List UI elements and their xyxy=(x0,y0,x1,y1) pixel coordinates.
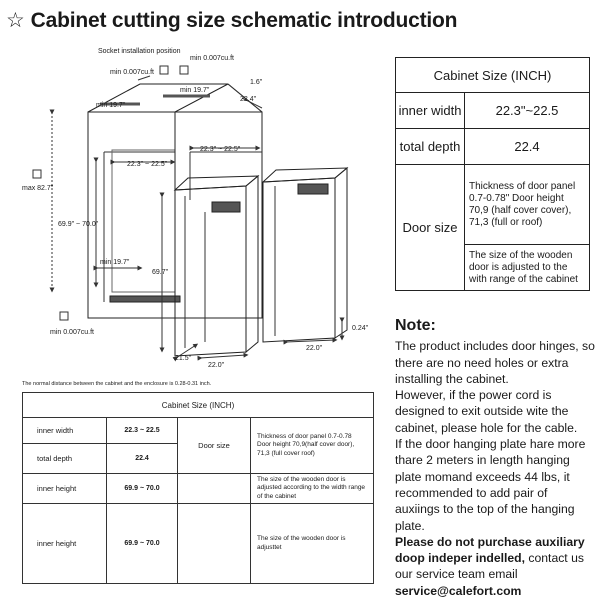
inner-width-label: inner width xyxy=(396,93,465,129)
max-height: max 82.7" xyxy=(22,185,54,192)
dim-22-0-right: 22.0" xyxy=(306,345,323,352)
refrigerator-unit-right xyxy=(263,168,347,342)
bt-inner-height-label-2: inner height xyxy=(23,504,107,584)
min-cuft-left: min 0.007cu.ft xyxy=(110,69,154,76)
note-p4-bold: Please do not purchase auxiliary doop indeper indelled, xyxy=(395,534,585,566)
refrigerator-unit-left xyxy=(162,176,258,356)
bt-inner-width-label: inner width xyxy=(23,418,107,444)
bt-door-size-label: Door size xyxy=(178,418,251,474)
note-p2: However, if the power cord is designed to exit outside wite the cabinet, please hole for the cable. xyxy=(395,388,578,435)
note-p3: If the door hanging plate hare more thare 2 meters in length hanging plate momand exceeds 44 lbs, it recommended to add pair of auxiings to the top of the hanging plate. xyxy=(395,437,586,533)
right-cabinet-outline xyxy=(175,84,262,318)
title-text: Cabinet cutting size schematic introduction xyxy=(30,9,458,32)
bt-total-depth-value: 22.4 xyxy=(107,444,178,474)
note-p1: The product includes door hinges, so there are no need holes or extra installing the cabinet. xyxy=(395,339,595,386)
table-header: Cabinet Size (INCH) xyxy=(396,58,590,93)
total-depth-value: 22.4 xyxy=(465,129,590,165)
min-19-7-left: min 19.7" xyxy=(96,102,126,109)
inner-width-value: 22.3"~22.5 xyxy=(465,93,590,129)
cabinet-diagram xyxy=(0,40,395,385)
min-19-7-right: min 19.7" xyxy=(180,87,210,94)
bt-inner-height-value-2: 69.9 ~ 70.0 xyxy=(107,504,178,584)
distance-note: The normal distance between the cabinet and the enclosure is 0.28-0.31 inch. xyxy=(22,381,212,387)
service-email-link[interactable]: service@calefort.com xyxy=(395,583,522,598)
star-icon: ☆ xyxy=(6,9,25,32)
total-depth-label: total depth xyxy=(396,129,465,165)
min-cuft-right: min 0.007cu.ft xyxy=(190,55,234,62)
note-p4-rest: contact us our service team email xyxy=(395,551,584,582)
bt-door-text-2: The size of the wooden door is adjusted according to the width range of the cabinet xyxy=(251,474,374,504)
cabinet-size-table xyxy=(395,57,590,291)
dim-22-4: 22.4" xyxy=(240,96,257,103)
dim-21-5: 21.5" xyxy=(175,355,192,362)
dim-22-0-left: 22.0" xyxy=(208,362,225,369)
bt-inner-width-value: 22.3 ~ 22.5 xyxy=(107,418,178,444)
bt-door-text-1: Thickness of door panel 0.7-0.78 Door height 70,9(half cover door), 71,3 (full cover roof) xyxy=(251,418,374,474)
door-text-1: Thickness of door panel 0.7-0.78" Door height 70,9 (half cover cover), 71,3 (full or roof) xyxy=(465,165,590,245)
left-cabinet-outline xyxy=(88,84,228,318)
socket-marker-left xyxy=(160,66,168,74)
dim-inner-width-left: 22.3" ~ 22.5" xyxy=(127,161,168,168)
socket-marker-right xyxy=(180,66,188,74)
dim-inner-width-right: 22.3" ~ 22.5" xyxy=(200,146,241,153)
socket-label: Socket installation position xyxy=(98,48,181,55)
dim-unit-height: 69.7" xyxy=(152,269,169,276)
bt-inner-height-label-1: inner height xyxy=(23,474,107,504)
bt-inner-height-value-1: 69.9 ~ 70.0 xyxy=(107,474,178,504)
dim-1-6: 1.6" xyxy=(250,79,263,86)
dim-0-24: 0.24" xyxy=(352,325,369,332)
bt-total-depth-label: total depth xyxy=(23,444,107,474)
min-cuft-bottom: min 0.007cu.ft xyxy=(50,329,94,336)
bottom-size-table xyxy=(22,392,374,584)
bottom-table-header: Cabinet Size (INCH) xyxy=(23,393,374,418)
note-section xyxy=(395,318,595,599)
min-19-7-lower: min 19.7" xyxy=(100,259,130,266)
door-size-label: Door size xyxy=(396,165,465,291)
bt-door-text-3: The size of the wooden door is adjusttet xyxy=(251,504,374,584)
note-title: Note: xyxy=(395,317,436,334)
door-text-2: The size of the wooden door is adjusted to the with range of the cabinet xyxy=(465,245,590,291)
dim-inner-height: 69.9" ~ 70.0" xyxy=(58,221,99,228)
page-title xyxy=(6,8,457,33)
